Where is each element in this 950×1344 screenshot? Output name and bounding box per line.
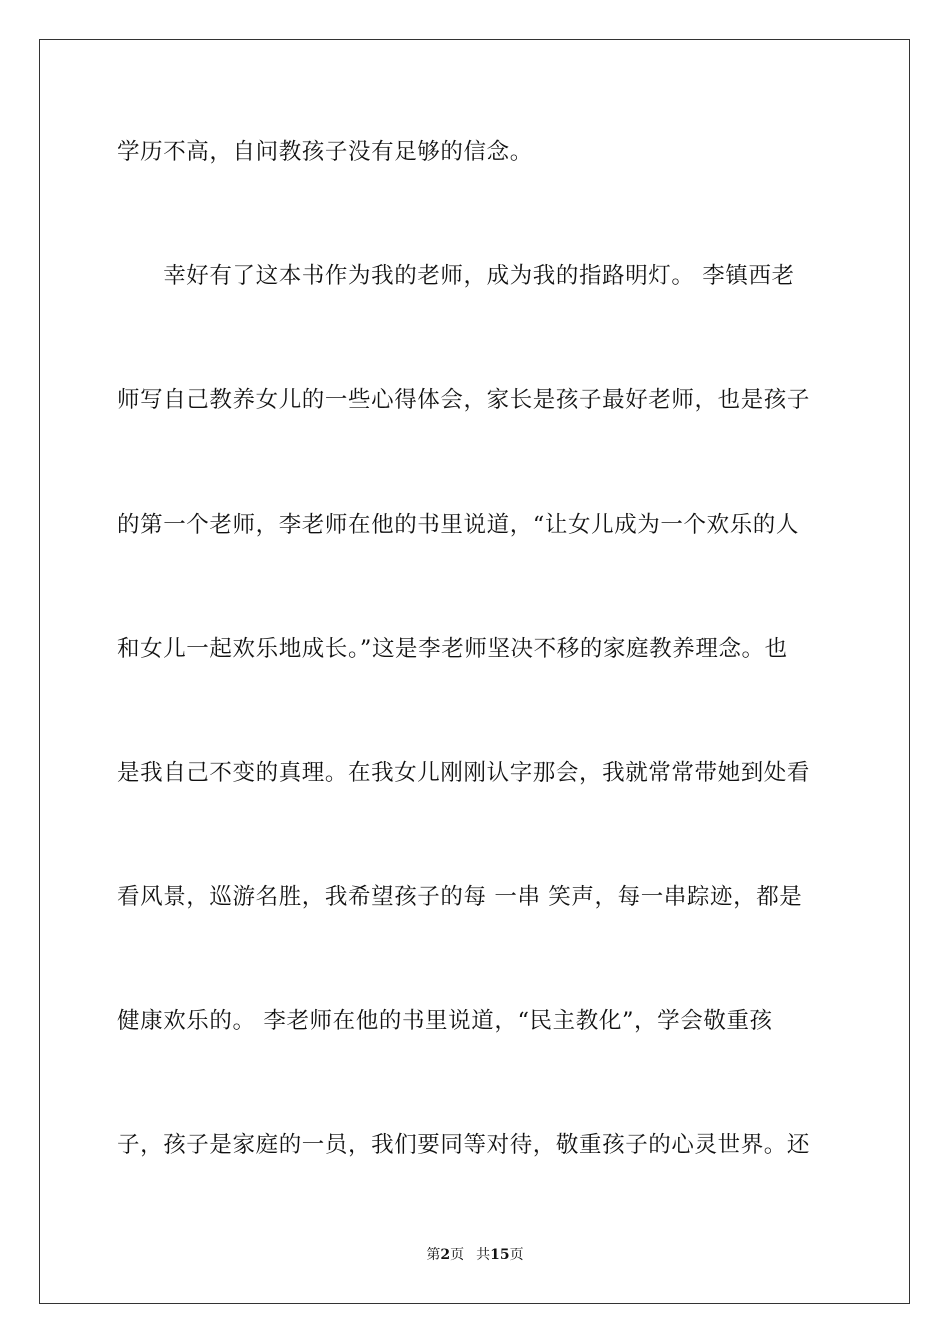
text-line: 学历不高，自问教孩子没有足够的信念。 <box>117 139 533 165</box>
text-line: 幸好有了这本书作为我的老师，成为我的指路明灯。 李镇西老 <box>117 263 795 289</box>
total-prefix: 共 <box>476 1247 491 1263</box>
text-line: 是我自己不变的真理。在我女儿刚刚认字那会，我就常常带她到处看 <box>117 760 811 786</box>
total-pages: 15 <box>490 1247 510 1263</box>
text-line: 看风景，巡游名胜，我希望孩子的每 一串 笑声，每一串踪迹，都是 <box>117 884 803 910</box>
page-number: 2 <box>440 1247 451 1263</box>
total-suffix: 页 <box>509 1247 524 1263</box>
text-line: 健康欢乐的。 李老师在他的书里说道，“民主教化”，学会敬重孩 <box>117 1008 773 1034</box>
text-line: 和女儿一起欢乐地成长。”这是李老师坚决不移的家庭教养理念。也 <box>117 636 788 662</box>
page-prefix: 第 <box>426 1247 441 1263</box>
text-line: 子，孩子是家庭的一员，我们要同等对待，敬重孩子的心灵世界。还 <box>117 1132 811 1158</box>
page-suffix: 页 <box>450 1247 465 1263</box>
text-line: 师写自己教养女儿的一些心得体会，家长是孩子最好老师，也是孩子 <box>117 387 811 413</box>
text-line: 的第一个老师，李老师在他的书里说道，“让女儿成为一个欢乐的人 <box>117 512 800 538</box>
page-footer <box>0 1246 950 1264</box>
page-border <box>39 39 910 1304</box>
